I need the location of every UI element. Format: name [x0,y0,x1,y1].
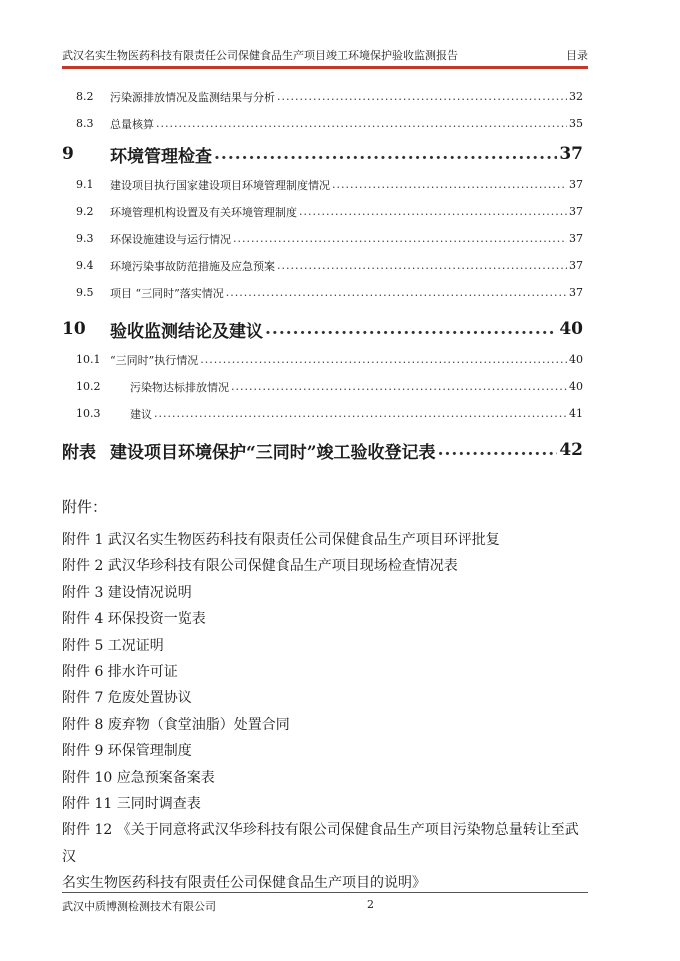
toc-entry-title: 验收监测结论及建议 [110,321,263,342]
toc-dot-leader [156,117,567,130]
annex-item: 附件 6 排水许可证 [62,664,178,681]
toc-entry-title: 环境管理机构设置及有关环境管理制度 [110,205,297,219]
toc-entry-title: 建设项目环境保护“三同时”竣工验收登记表 [110,442,436,463]
annex-item: 附件 1 武汉名实生物医药科技有限责任公司保健食品生产项目环评批复 [62,532,500,548]
annex-item: 附件 8 废弃物（食堂油脂）处置合同 [62,716,290,733]
toc-entry-number: 8.3 [76,117,94,130]
toc-entry-page: 40 [559,319,583,339]
page-number: 2 [367,898,374,911]
toc-entry[interactable] [62,312,583,346]
toc-entry-page: 32 [569,90,583,103]
toc-entry[interactable] [62,279,583,306]
toc-entry-title: 污染源排放情况及监测结果与分析 [110,90,275,104]
toc-entry[interactable] [62,225,583,252]
toc-entry-number: 9.2 [76,205,94,218]
toc-entry-number: 10.1 [76,353,101,366]
toc-entry[interactable] [62,171,583,198]
toc-entry-page: 37 [559,144,583,164]
toc-entry-title: 建议 [130,407,152,421]
annex-list [62,527,588,897]
toc-dot-leader [277,259,567,272]
header-title: 武汉名实生物医药科技有限责任公司保健食品生产项目竣工环境保护验收监测报告 [62,49,458,62]
toc-entry-title: 建设项目执行国家建设项目环境管理制度情况 [110,178,330,192]
toc-entry-page: 40 [569,353,583,366]
toc-dot-leader [231,380,567,393]
toc-dot-leader [299,205,567,218]
toc-entry[interactable] [62,400,583,427]
annex-item: 附件 4 环保投资一览表 [62,611,206,628]
toc-entry[interactable] [62,198,583,225]
toc-entry[interactable] [62,433,583,467]
toc-dot-leader [154,407,567,420]
toc-entry[interactable] [62,110,583,137]
annex-item: 附件 2 武汉华珍科技有限公司保健食品生产项目现场检查情况表 [62,558,458,575]
toc-entry-number: 9.1 [76,178,94,191]
toc-entry-page: 37 [569,232,583,245]
annex-item: 附件 11 三同时调查表 [62,796,201,813]
annex-item: 附件 7 危废处置协议 [62,690,192,707]
toc-entry-title: 环境管理检查 [110,146,212,167]
annex-item: 附件 10 应急预案备案表 [62,769,215,786]
header-section: 目录 [566,49,588,62]
toc-entry-page: 37 [569,205,583,218]
toc-entry-title: 污染物达标排放情况 [130,380,229,394]
toc-dot-leader [233,232,567,245]
toc-entry-number: 9 [62,144,74,164]
annex-item: 附件 9 环保管理制度 [62,743,192,760]
table-of-contents [62,80,583,467]
toc-entry-page: 35 [569,117,583,130]
toc-dot-leader [438,440,558,460]
toc-entry-page: 41 [569,407,583,420]
toc-entry-page: 37 [569,286,583,299]
footer-divider [62,892,588,893]
annex-item: 名实生物医药科技有限责任公司保健食品生产项目的说明》 [62,875,426,892]
toc-entry-number: 附表 [62,442,96,463]
toc-dot-leader [265,319,557,339]
toc-entry-page: 37 [569,259,583,272]
toc-entry-number: 9.4 [76,259,94,272]
toc-entry-page: 40 [569,380,583,393]
page-footer [62,898,588,914]
toc-dot-leader [332,178,567,191]
header-divider [62,66,588,69]
annex-item: 附件 3 建设情况说明 [62,584,192,601]
toc-entry-number: 10.2 [76,380,101,393]
toc-entry-number: 10.3 [76,407,101,420]
toc-dot-leader [277,90,567,103]
toc-entry[interactable] [62,137,583,171]
toc-entry-page: 42 [559,440,583,460]
toc-dot-leader [200,353,567,366]
toc-entry[interactable] [62,252,583,279]
toc-dot-leader [214,144,557,164]
footer-company: 武汉中质博测检测技术有限公司 [62,900,216,913]
toc-entry-title: “三同时”执行情况 [110,353,199,367]
toc-entry[interactable] [62,346,583,373]
toc-entry-number: 9.3 [76,232,94,245]
toc-entry-title: 环境污染事故防范措施及应急预案 [110,259,275,273]
toc-entry-number: 9.5 [76,286,94,299]
toc-entry-title: 环保设施建设与运行情况 [110,232,231,246]
toc-dot-leader [226,286,567,299]
annex-item: 附件 5 工况证明 [62,637,164,654]
toc-entry-number: 8.2 [76,90,94,103]
toc-entry-number: 10 [62,319,86,339]
toc-entry-title: 总量核算 [110,117,154,131]
toc-entry-title: 项目 “三同时”落实情况 [110,286,224,300]
annex-item: 附件 12 《关于同意将武汉华珍科技有限公司保健食品生产项目污染物总量转让至武汉 [62,822,579,865]
toc-entry[interactable] [62,83,583,110]
toc-entry[interactable] [62,373,583,400]
annex-heading: 附件： [62,498,108,516]
page-header [62,47,588,63]
toc-entry-page: 37 [569,178,583,191]
